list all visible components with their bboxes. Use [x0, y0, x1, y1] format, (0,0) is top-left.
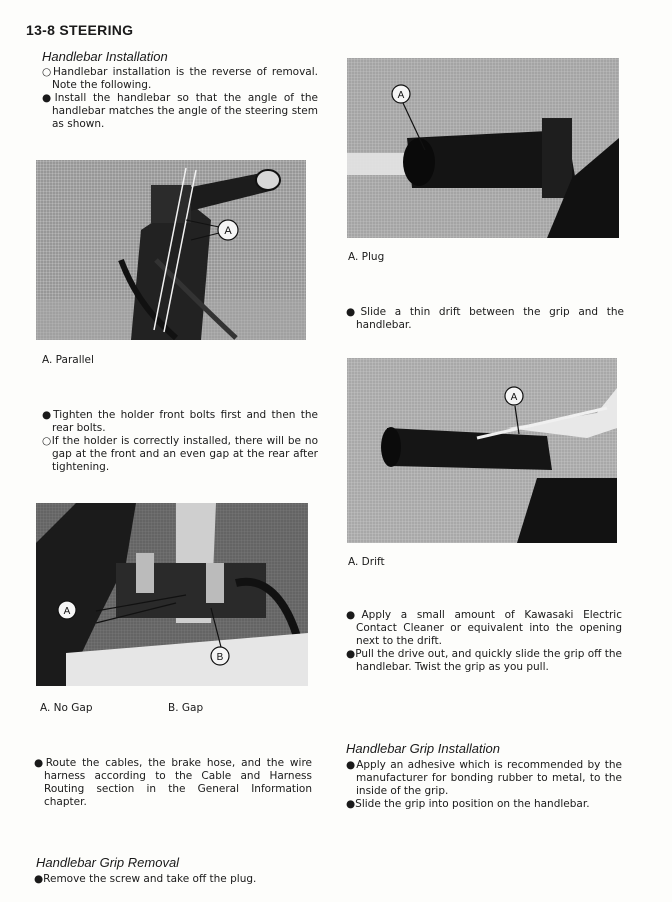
callout-label: B [216, 652, 224, 663]
page-header: 13-8 STEERING [26, 22, 134, 38]
caption-gap: B. Gap [168, 702, 204, 714]
note-item: ●Apply a small amount of Kawasaki Electric Contact Cleaner or equivalent into the opening next to the drift. [346, 609, 622, 647]
callout-label: A [63, 606, 71, 617]
note-item: ○If the holder is correctly installed, there will be no gap at the front and an even gap at the rear after tightening. [42, 435, 318, 473]
photo-grip-plug [347, 58, 619, 238]
grip-installation-text [346, 759, 622, 811]
caption-plug: A. Plug [348, 251, 385, 263]
photo-handlebar-parallel [36, 160, 306, 340]
note-item: ●Pull the drive out, and quickly slide the grip off the handlebar. Twist the grip as you pull. [346, 648, 622, 673]
note-item: ●Slide the grip into position on the handlebar. [346, 798, 590, 810]
callout-label: A [510, 392, 518, 403]
caption-parallel: A. Parallel [42, 354, 94, 366]
note-item: ●Install the handlebar so that the angle of the handlebar matches the angle of the steering stem as shown. [42, 92, 318, 130]
callout-label: A [224, 225, 232, 237]
apply-notes [346, 609, 622, 674]
note-item: ●Remove the screw and take off the plug. [34, 873, 257, 885]
routing-note [34, 757, 312, 809]
note-item: ●Slide a thin drift between the grip and the handlebar. [346, 306, 624, 331]
holder-notes [42, 409, 318, 474]
callout-label: A [397, 90, 405, 101]
handlebar-installation-text [42, 66, 318, 131]
caption-no-gap: A. No Gap [40, 702, 93, 714]
slide-drift-note [346, 306, 624, 332]
photo-holder-gap [36, 503, 308, 686]
photo-grip-drift [347, 358, 617, 543]
caption-drift: A. Drift [348, 556, 385, 568]
note-item: ●Apply an adhesive which is recommended by the manufacturer for bonding rubber to metal, to the inside of the grip. [346, 759, 622, 797]
section-title-grip-removal: Handlebar Grip Removal [36, 855, 180, 870]
note-item: ○Handlebar installation is the reverse of removal. Note the following. [42, 66, 318, 91]
note-item: ●Tighten the holder front bolts first and then the rear bolts. [42, 409, 318, 434]
grip-removal-text [34, 873, 324, 886]
note-item: ●Route the cables, the brake hose, and the wire harness according to the Cable and Harness Routing section in the General Information chapter. [34, 757, 312, 808]
section-title-handlebar-installation: Handlebar Installation [42, 49, 168, 64]
section-title-grip-installation: Handlebar Grip Installation [346, 741, 500, 756]
